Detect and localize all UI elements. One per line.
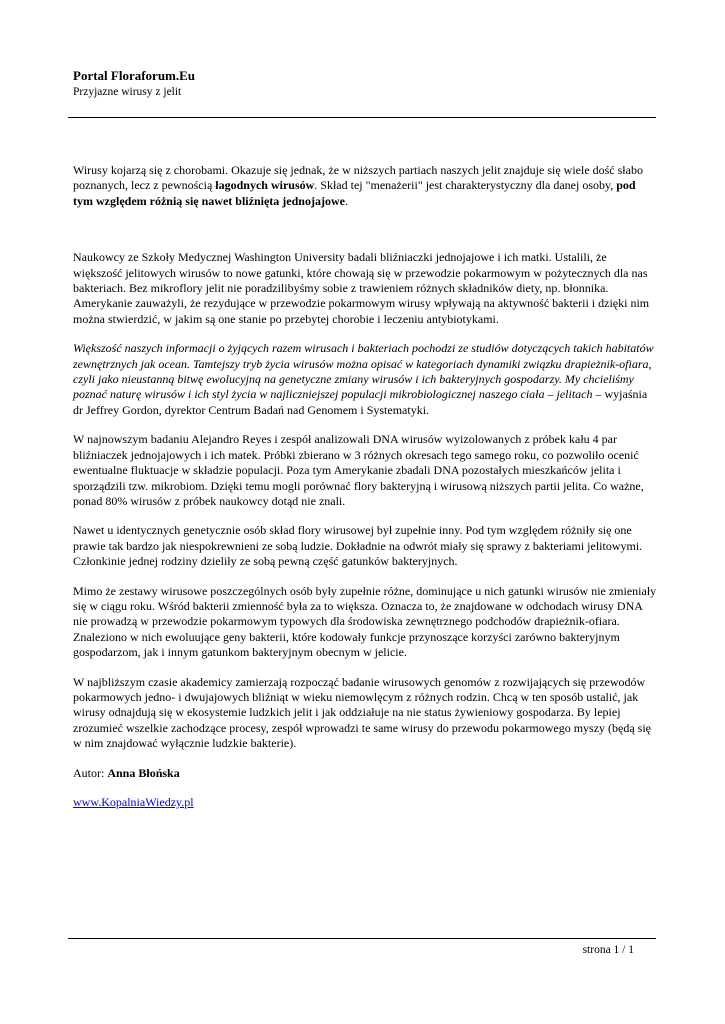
page-number: strona 1 / 1 bbox=[582, 944, 634, 956]
lead-text-1: Wirusy kojarzą się z chorobami. Okazuje się jednak, że w niższych partiach naszych jelit znajduje się wiele dość słabo poznanych, lecz z pewnością bbox=[73, 163, 643, 193]
lead-text-3: . bbox=[344, 193, 348, 208]
author-prefix: Autor: bbox=[73, 765, 108, 780]
paragraph-4: Mimo że zestawy wirusowe poszczególnych osób były zupełnie różne, dominujące u nich gatunki wirusów nie zmieniały się w ciągu roku. Wśród bakterii zmienność była za to większa. Oznacza to, że znajdowane w odchodach wirusy DNA nie prowadzą w przewodzie pokarmowym typowych dla środowiska zewnętrznego podchodów drapieżnik-ofiara. Znaleziono w nich ewoluujące geny bakterii, które kodowały funkcje przynoszące korzyści zarówno bakteryjnym gospodarzom, jak i innym gatunkom bakteryjnym obecnym w jelicie. bbox=[73, 583, 657, 660]
quote-text: Większość naszych informacji o żyjących razem wirusach i bakteriach pochodzi ze studiów dotyczących takich habitatów zewnętrznych jak ocean. Tamtejszy tryb życia wirusów można opisać w kategoriach dynamiki związku drapieżnik-ofiara, czyli jako nieustanną bitwę ewolucyjną na genetyczne zmiany wirusów i ich bakteryjnych gospodarzy. My chcieliśmy poznać naturę wirusów i ich styl życia w najliczniejszej populacji mikrobiologicznej naszego ciała – jelitach bbox=[73, 341, 654, 402]
page-header bbox=[73, 68, 653, 100]
paragraph-1: Naukowcy ze Szkoły Medycznej Washington University badali bliźniaczki jednojajowe i ich matki. Ustalili, że większość jelitowych wirusów to nowe gatunki, które chowają się w przewodzie pokarmowym w pożytecznych dla nas bakteriach. Bez mikroflory jelit nie poradzilibyśmy sobie z trawieniem różnych składników diety, np. błonnika. Amerykanie zauważyli, że rezydujące w przewodzie pokarmowym wirusy wpływają na aktywność bakterii i dzięki nim można stwierdzić, w jakim są one stanie po przebytej chorobie i leczeniu antybiotykami. bbox=[73, 250, 650, 326]
paragraph-2: W najnowszym badaniu Alejandro Reyes i zespół analizowali DNA wirusów wyizolowanych z próbek kału 4 par bliźniaczek jednojajowych i ich matek. Próbki zbierano w 3 różnych okresach tego samego roku, co pozwoliło ocenić ewentualne fluktuacje w składzie populacji. Poza tym Amerykanie zbadali DNA pozostałych mieszkańców jelita i sporządzili tzw. mikrobiom. Dzięki temu mogli porównać flory bakteryjną i wirusową niższych partii jelita. Co ważne, ponad 80% wirusów z próbek naukowcy dotąd nie znali. bbox=[73, 432, 644, 508]
lead-text-2: . Skład tej "menażerii" jest charakterystyczny dla danej osoby, bbox=[314, 178, 617, 193]
author-name: Anna Błońska bbox=[107, 765, 180, 780]
page-footer bbox=[68, 943, 634, 957]
paragraph-3: Nawet u identycznych genetycznie osób skład flory wirusowej był zupełnie inny. Pod tym względem różniły się one prawie tak bardzo jak niespokrewnieni ze sobą ludzie. Dokładnie na odwrót miały się sprawy z bakteriami jelitowymi. Członkinie jednej rodziny dzieliły ze sobą pewną część gatunków bakteryjnych. bbox=[73, 523, 643, 569]
lead-paragraph bbox=[73, 163, 658, 209]
footer-divider bbox=[68, 938, 656, 939]
article-title: Przyjazne wirusy z jelit bbox=[73, 86, 182, 98]
quote-attribution: – wyjaśnia dr Jeffrey Gordon, dyrektor Centrum Badań nad Genomem i Systematyki. bbox=[73, 387, 648, 417]
header-divider bbox=[68, 117, 656, 118]
paragraph-5: W najbliższym czasie akademicy zamierzają rozpocząć badanie wirusowych genomów z rozwijających się przewodów pokarmowych jedno- i dwujajowych bliźniąt w wieku niemowlęcym z różnych rodzin. Chcą w ten sposób ustalić, jak wirusy odnajdują się w ekosystemie ludzkich jelit i jak oddziałuje na nie status żywieniowy gospodarza. By lepiej zrozumieć wszelkie zachodzące procesy, zespół wprowadzi te same wirusy do przewodu pokarmowego myszy (będą się w nim znajdować wyłącznie ludzkie bakterie). bbox=[73, 674, 651, 751]
lead-bold-2: pod tym względem różnią się nawet bliźnięta jednojajowe bbox=[73, 178, 636, 208]
article-body bbox=[73, 163, 658, 824]
source-line bbox=[73, 795, 658, 810]
lead-bold-1: łagodnych wirusów bbox=[215, 178, 315, 193]
quote-paragraph bbox=[73, 341, 658, 418]
site-title: Portal Floraforum.Eu bbox=[73, 68, 196, 83]
author-line bbox=[73, 766, 658, 781]
source-link[interactable]: www.KopalniaWiedzy.pl bbox=[73, 795, 194, 809]
